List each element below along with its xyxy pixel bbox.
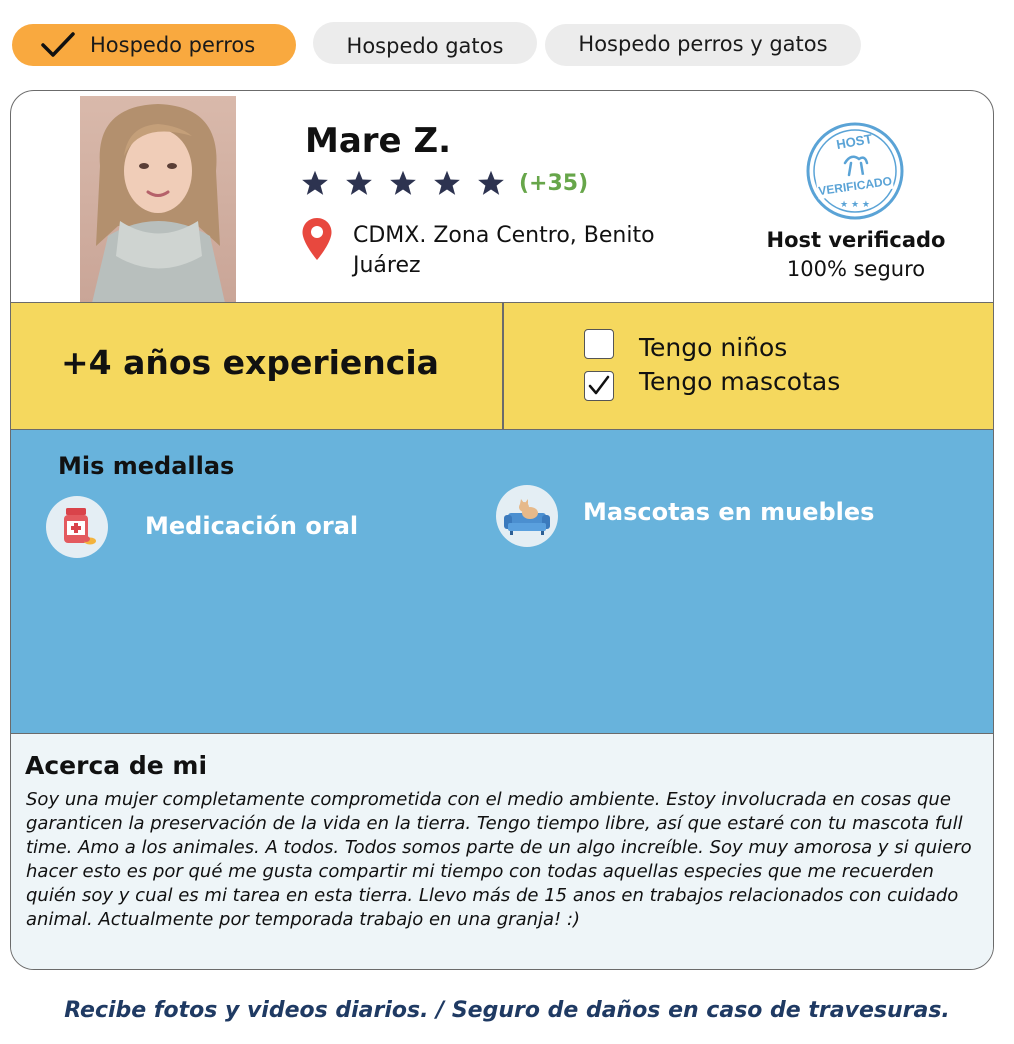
has-pets-label: Tengo mascotas: [639, 367, 841, 396]
medals-section: [11, 430, 994, 734]
review-count[interactable]: (+35): [519, 170, 589, 196]
filter-label: Hospedo gatos: [346, 34, 504, 58]
medicine-bottle-icon: [46, 496, 108, 558]
host-portrait-image: [80, 96, 236, 303]
medal-label: Medicación oral: [145, 512, 359, 540]
filter-label: Hospedo perros y gatos: [578, 32, 828, 56]
medal-label: Mascotas en muebles: [583, 498, 875, 526]
star-icon: [345, 169, 373, 197]
verified-title: Host verificado: [766, 228, 946, 252]
host-photo[interactable]: [80, 96, 236, 303]
star-icon: [301, 169, 329, 197]
verified-subtitle: 100% seguro: [786, 257, 926, 281]
footer-benefits: Recibe fotos y videos diarios. / Seguro de daños en caso de travesuras.: [64, 998, 950, 1023]
about-title: Acerca de mi: [25, 751, 208, 780]
experience-band: [11, 302, 994, 430]
filter-label: Hospedo perros: [90, 33, 256, 57]
has-kids-checkbox[interactable]: [584, 329, 614, 359]
filter-dogs-pill[interactable]: [12, 24, 296, 66]
star-rating: [301, 169, 588, 197]
filter-dogs-and-cats-pill[interactable]: [545, 24, 861, 66]
svg-text:★ ★ ★: ★ ★ ★: [840, 200, 870, 210]
star-icon: [477, 169, 505, 197]
stamp-bottom-text: VERIFICADO: [817, 173, 893, 199]
experience-text: +4 años experiencia: [61, 343, 439, 382]
medals-title: Mis medallas: [58, 452, 235, 480]
checkmark-icon: [40, 31, 76, 59]
divider: [502, 303, 504, 429]
host-location: CDMX. Zona Centro, Benito Juárez: [353, 223, 655, 278]
location-pin-icon: [301, 217, 333, 261]
verified-host-stamp-icon: [803, 119, 907, 223]
checkmark-icon: [585, 372, 612, 399]
host-card: [10, 90, 994, 970]
stamp-top-text: HOST: [835, 131, 874, 153]
star-icon: [433, 169, 461, 197]
about-text: Soy una mujer completamente comprometida con el medio ambiente. Estoy involucrada en cosas que garanticen la preservación de la vida en la tierra. Tengo tiempo libre, así que estaré con tu mascota full time. Amo a los animales. A todos. Todos somos parte de un algo increíble. Soy muy amorosa y si quiero hacer esto es por qué me gusta compartir mi tiempo con todas aquellas especies que me recuerden quién soy y cual es mi tarea en esta tierra. Llevo más de 15 anos en trabajos relacionados con cuidado animal. Actualmente por temporada trabajo en una granja! :): [26, 789, 972, 930]
cat-on-sofa-icon: [496, 485, 558, 547]
has-kids-label: Tengo niños: [639, 333, 788, 362]
about-section: [11, 734, 994, 970]
star-icon: [389, 169, 417, 197]
host-name: Mare Z.: [305, 121, 452, 161]
filter-cats-pill[interactable]: [313, 22, 537, 64]
has-pets-checkbox[interactable]: [584, 371, 614, 401]
